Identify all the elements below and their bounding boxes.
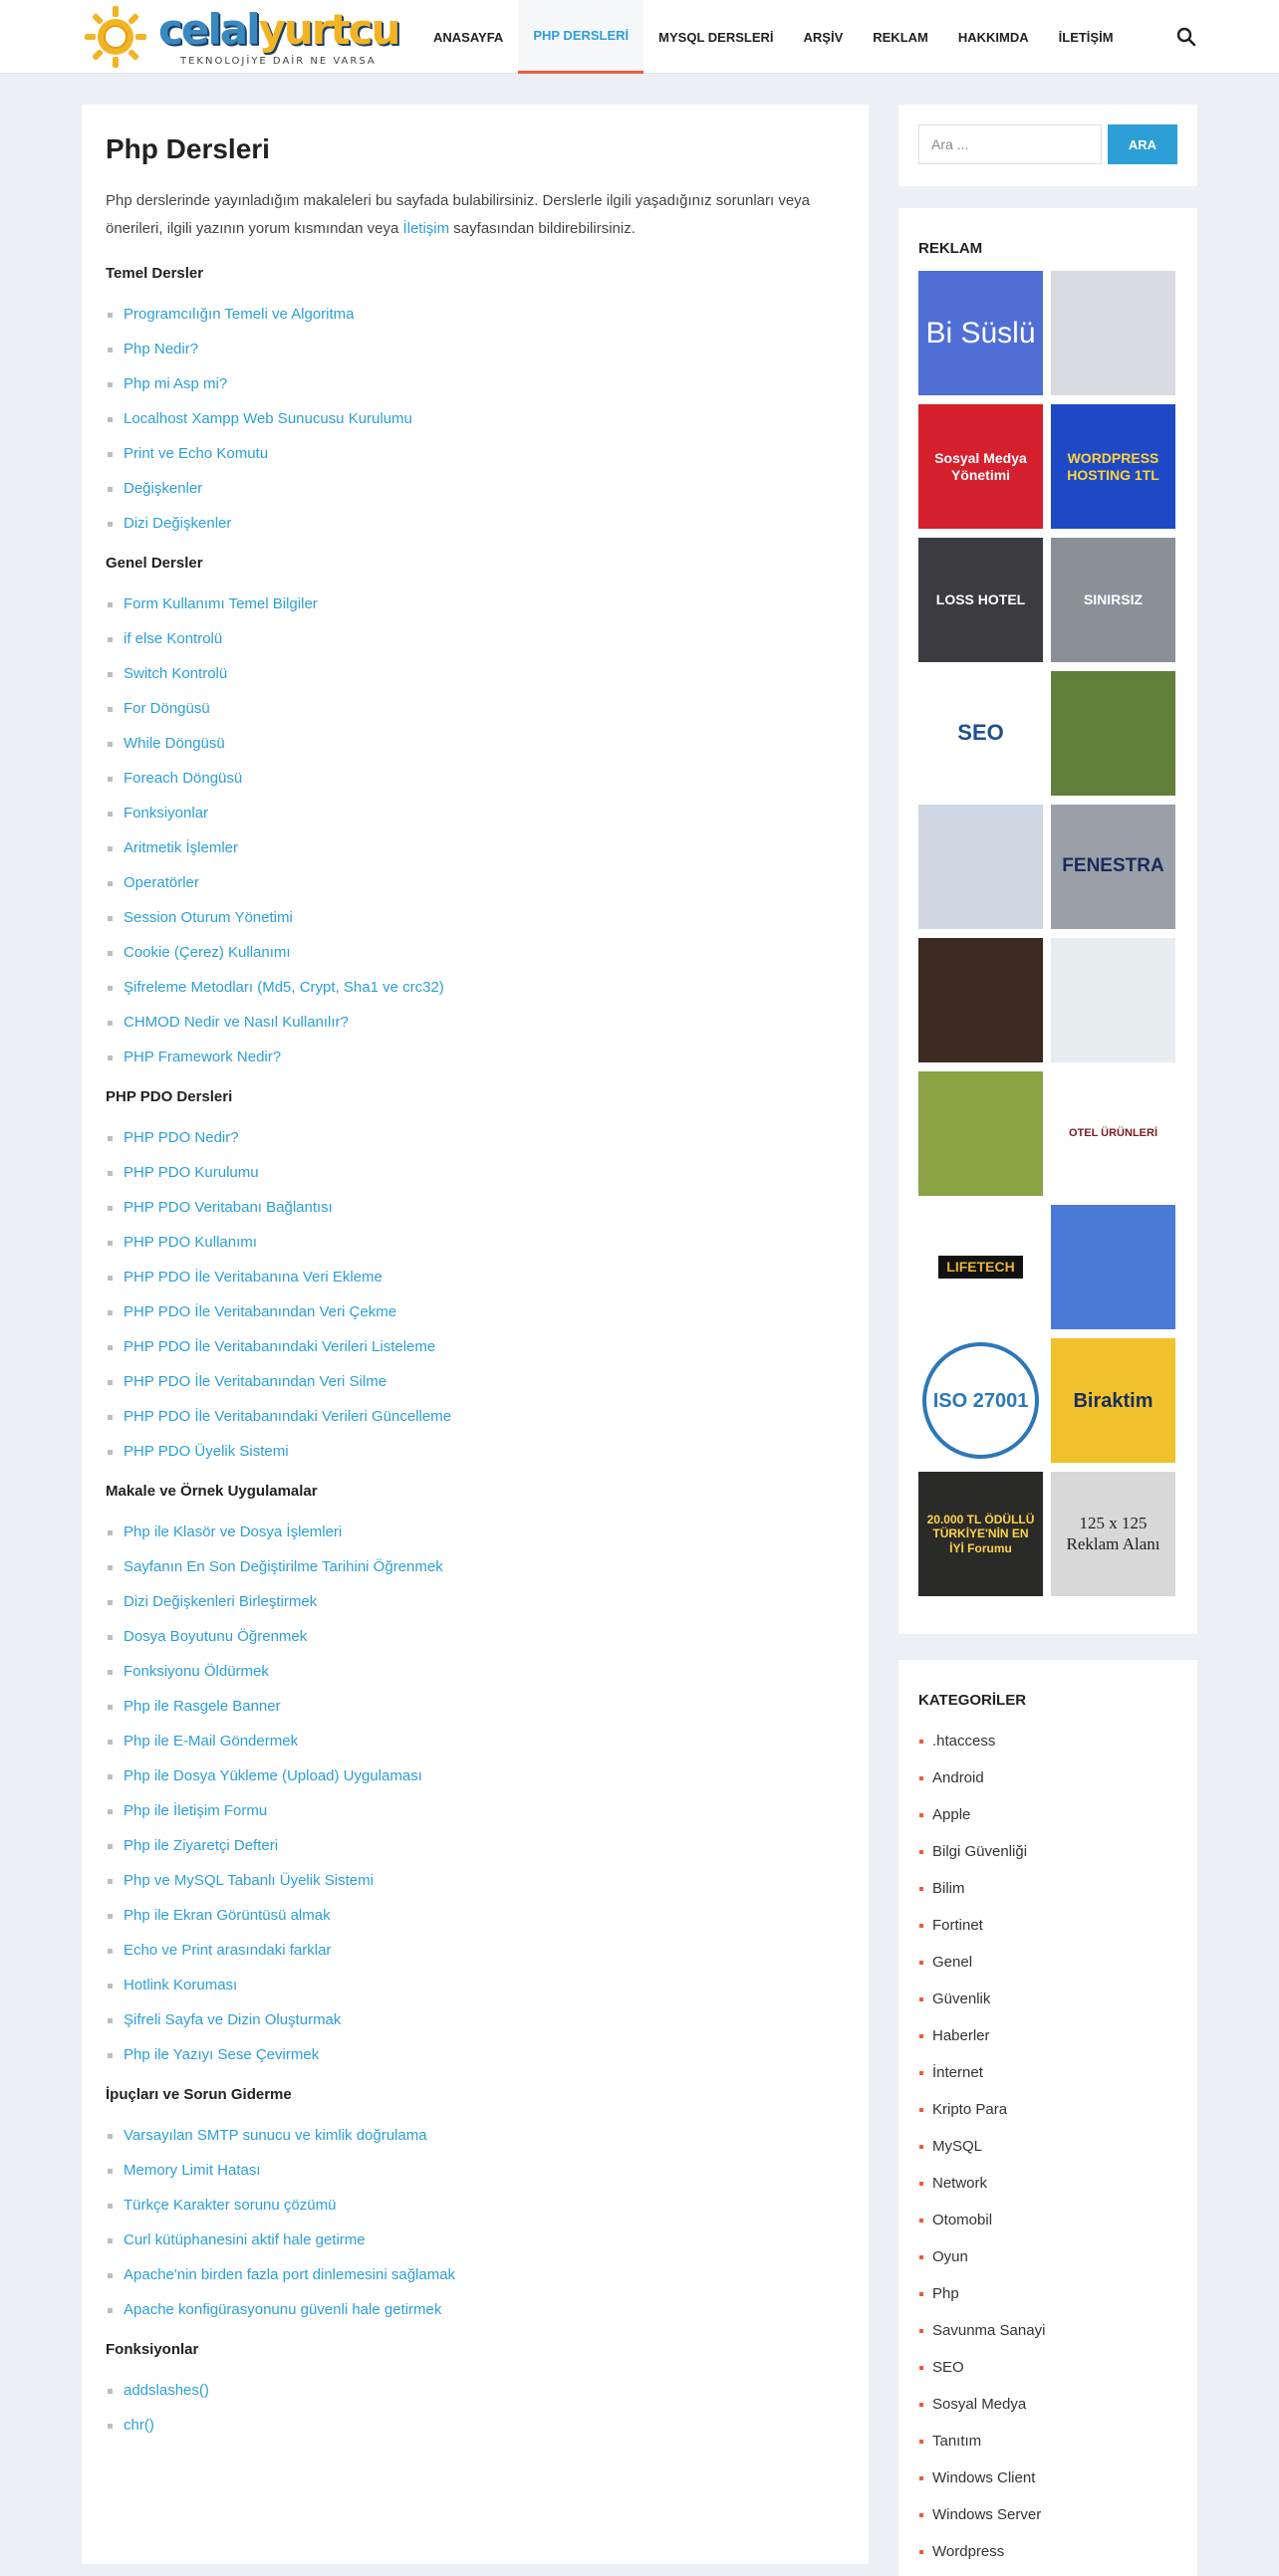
list-item [106, 656, 845, 691]
nav-anasayfa[interactable]: ANASAYFA [433, 29, 504, 45]
category-list [918, 1723, 1177, 2570]
ad-banner-marketing[interactable] [1051, 1205, 1175, 1329]
lesson-link[interactable]: Programcılığın Temeli ve Algoritma [124, 306, 355, 323]
lesson-link[interactable]: Fonksiyonu Öldürmek [124, 1663, 269, 1680]
iso-ring-shape [922, 1342, 1039, 1459]
list-item [106, 1584, 845, 1619]
ad-banner-text: SINIRSIZ [1083, 591, 1144, 608]
nav-reklam[interactable]: REKLAM [873, 29, 928, 45]
ad-banner-text: Sosyal Medya Yönetimi [934, 449, 1027, 483]
section-title: Genel Dersler [106, 555, 203, 572]
lesson-link[interactable]: Fonksiyonlar [124, 805, 209, 821]
list-item [106, 1689, 845, 1724]
list-item [106, 297, 845, 332]
lesson-link[interactable]: Şifreli Sayfa ve Dizin Oluşturmak [124, 2011, 342, 2028]
category-item[interactable]: İnternet [918, 2054, 1177, 2091]
list-item [106, 830, 845, 865]
lesson-link[interactable]: Aritmetik İşlemler [124, 839, 239, 856]
ad-banner-reklam-alani[interactable] [1051, 1472, 1175, 1596]
list-item [106, 761, 845, 796]
lesson-link[interactable]: Memory Limit Hatası [124, 2162, 261, 2179]
category-item[interactable]: Haberler [918, 2017, 1177, 2054]
category-item[interactable]: Windows Client [918, 2459, 1177, 2496]
list-item [106, 865, 845, 900]
lesson-link[interactable]: PHP PDO Kurulumu [124, 1164, 259, 1181]
lesson-link[interactable]: Php ile Rasgele Banner [124, 1698, 281, 1715]
lesson-link[interactable]: PHP PDO İle Veritabanından Veri Silme [124, 1373, 387, 1390]
lesson-link[interactable]: Localhost Xampp Web Sunucusu Kurulumu [124, 410, 412, 427]
category-item[interactable]: Genel [918, 1944, 1177, 1981]
section-link-list [106, 1120, 845, 1469]
ad-banner-text [1108, 728, 1120, 740]
ad-banner-text [1108, 1262, 1120, 1274]
iletisim-link[interactable]: İletişim [402, 220, 450, 237]
lesson-link[interactable]: Curl kütüphanesini aktif hale getirme [124, 2231, 366, 2248]
lesson-link[interactable]: Dizi Değişkenler [124, 515, 232, 532]
list-item [106, 586, 845, 621]
lesson-link[interactable]: Print ve Echo Komutu [124, 445, 269, 462]
ads-title: REKLAM [918, 240, 983, 257]
list-item [106, 1005, 845, 1040]
lesson-sections [106, 265, 845, 2443]
ad-banner-text: ISO 27001 [932, 1389, 1029, 1412]
category-item[interactable]: MySQL [918, 2128, 1177, 2165]
page-title: Php Dersleri [106, 133, 270, 164]
category-item[interactable]: Apple [918, 1796, 1177, 1833]
lesson-link[interactable]: PHP PDO Veritabanı Bağlantısı [124, 1199, 333, 1216]
ad-banner-text [1108, 995, 1120, 1007]
list-item [106, 726, 845, 761]
sidebar-search-button[interactable]: ARA [1108, 124, 1177, 164]
list-item [106, 2002, 845, 2037]
lesson-link[interactable]: Operatörler [124, 874, 199, 891]
ad-banner-bisuslu[interactable] [918, 271, 1043, 395]
list-item [106, 332, 845, 366]
lesson-link[interactable]: Php ile Klasör ve Dosya İşlemleri [124, 1523, 343, 1540]
ad-banner-text [975, 1128, 987, 1140]
list-item [106, 1619, 845, 1654]
list-item [106, 1190, 845, 1225]
category-item[interactable]: Sosyal Medya [918, 2386, 1177, 2423]
lesson-link[interactable]: Dosya Boyutunu Öğrenmek [124, 1628, 308, 1645]
category-item[interactable]: Kripto Para [918, 2091, 1177, 2128]
section-title: Makale ve Örnek Uygulamalar [106, 1483, 318, 1500]
nav-mysql-dersleri[interactable]: MYSQL DERSLERİ [658, 29, 774, 45]
lesson-link[interactable]: For Döngüsü [124, 700, 210, 717]
list-item [106, 401, 845, 436]
list-item [106, 1364, 845, 1399]
ad-banner-salt[interactable] [1051, 938, 1175, 1062]
sidebar-categories-widget [898, 1660, 1197, 2576]
list-item [106, 2223, 845, 2257]
list-item [106, 1515, 845, 1549]
ad-banner-biraktim[interactable] [1051, 1338, 1175, 1463]
list-item [106, 2037, 845, 2072]
ad-banner-text: 20.000 TL ÖDÜLLÜ TÜRKİYE'NİN EN İYİ Forumu [926, 1512, 1035, 1555]
category-item[interactable]: Php [918, 2275, 1177, 2312]
list-item [106, 1399, 845, 1434]
category-item[interactable]: Windows Server [918, 2496, 1177, 2533]
category-item[interactable]: Android [918, 1759, 1177, 1796]
nav-iletisim[interactable]: İLETİŞİM [1058, 29, 1114, 45]
lesson-link[interactable]: addslashes() [124, 2382, 209, 2399]
list-item [106, 471, 845, 506]
lesson-link[interactable]: Türkçe Karakter sorunu çözümü [124, 2197, 337, 2214]
list-item [106, 436, 845, 471]
list-item [106, 2118, 845, 2153]
section-title: PHP PDO Dersleri [106, 1088, 233, 1105]
list-item [106, 1120, 845, 1155]
lesson-link[interactable]: Echo ve Print arasındaki farklar [124, 1942, 332, 1959]
lesson-link[interactable]: Cookie (Çerez) Kullanımı [124, 944, 291, 961]
sun-logo-icon [85, 6, 146, 68]
lesson-link[interactable]: Apache konfigürasyonunu güvenli hale getirmek [124, 2301, 442, 2318]
list-item [106, 1294, 845, 1329]
lesson-link[interactable]: Apache'nin birden fazla port dinlemesini sağlamak [124, 2266, 456, 2283]
section-title: Temel Dersler [106, 265, 204, 282]
ad-banner-text [975, 861, 987, 873]
intro-text [106, 187, 845, 243]
lesson-link[interactable]: chr() [124, 2417, 154, 2434]
lesson-link[interactable]: Switch Kontrolü [124, 665, 228, 682]
category-item[interactable]: .htaccess [918, 1723, 1177, 1759]
ad-banner-text: FENESTRA [1062, 855, 1164, 877]
ad-banner-text: 125 x 125 Reklam Alanı [1066, 1514, 1160, 1553]
lesson-link[interactable]: While Döngüsü [124, 735, 225, 752]
list-item [106, 796, 845, 830]
list-item [106, 2188, 845, 2223]
category-item[interactable]: Savunma Sanayi [918, 2312, 1177, 2349]
ad-grid [918, 271, 1177, 1596]
category-item[interactable]: Network [918, 2165, 1177, 2202]
list-item [106, 1654, 845, 1689]
lesson-link[interactable]: Değişkenler [124, 480, 203, 497]
list-item [106, 366, 845, 401]
ad-banner-fenestra[interactable] [1051, 805, 1175, 929]
intro-part2: sayfasından bildirebilirsiniz. [449, 220, 636, 237]
section-link-list [106, 586, 845, 1074]
main-content [82, 105, 869, 2564]
list-item [106, 621, 845, 656]
ad-banner-text [1108, 328, 1120, 340]
ad-banner-sosyal-medya[interactable] [918, 404, 1043, 529]
list-item [106, 1724, 845, 1758]
lesson-link[interactable]: PHP PDO İle Veritabanından Veri Çekme [124, 1303, 397, 1320]
lesson-link[interactable]: PHP PDO Üyelik Sistemi [124, 1443, 289, 1460]
lesson-link[interactable]: Php ile Dosya Yükleme (Upload) Uygulaması [124, 1767, 422, 1784]
category-item[interactable]: SEO [918, 2349, 1177, 2386]
category-item[interactable]: Wordpress [918, 2533, 1177, 2570]
ad-banner-text: OTEL ÜRÜNLERİ [1068, 1126, 1158, 1139]
list-item [106, 1225, 845, 1260]
list-item [106, 2292, 845, 2327]
categories-title: KATEGORİLER [918, 1692, 1027, 1709]
list-item [106, 2257, 845, 2292]
ad-banner-text: WORDPRESS HOSTING 1TL [1067, 449, 1159, 483]
search-icon[interactable] [1175, 26, 1197, 48]
ad-banner-iso[interactable] [918, 1338, 1043, 1463]
lesson-link[interactable]: Php ve MySQL Tabanlı Üyelik Sistemi [124, 1872, 374, 1889]
list-item [106, 1898, 845, 1933]
list-item [106, 1329, 845, 1364]
lesson-link[interactable]: Php ile Ziyaretçi Defteri [124, 1837, 279, 1854]
list-item [106, 691, 845, 726]
section-title: İpuçları ve Sorun Giderme [106, 2086, 292, 2103]
lesson-link[interactable]: PHP PDO İle Veritabanına Veri Ekleme [124, 1269, 383, 1286]
ad-banner-usb[interactable] [1051, 271, 1175, 395]
category-item[interactable]: Bilgi Güvenliği [918, 1833, 1177, 1870]
list-item [106, 2373, 845, 2408]
lesson-link[interactable]: PHP PDO Kullanımı [124, 1234, 257, 1251]
ad-banner-text: LOSS HOTEL [935, 591, 1026, 608]
lesson-link[interactable]: Varsayılan SMTP sunucu ve kimlik doğrulama [124, 2127, 427, 2144]
lesson-link[interactable]: Sayfanın En Son Değiştirilme Tarihini Öğrenmek [124, 1558, 443, 1575]
logo-tagline: TEKNOLOJİYE DAİR NE VARSA [180, 56, 377, 67]
logo-text-a: celal [158, 5, 259, 54]
category-item[interactable]: Fortinet [918, 1907, 1177, 1944]
lesson-link[interactable]: Php mi Asp mi? [124, 375, 228, 392]
list-item [106, 1863, 845, 1898]
list-item [106, 506, 845, 541]
ad-banner-wordpress-hosting[interactable] [1051, 404, 1175, 529]
ad-banner-spa-orchid[interactable] [1051, 671, 1175, 796]
lesson-link[interactable]: Dizi Değişkenleri Birleştirmek [124, 1593, 318, 1610]
list-item [106, 1434, 845, 1469]
ad-banner-computer[interactable] [918, 805, 1043, 929]
section-title: Fonksiyonlar [106, 2341, 199, 2358]
lesson-link[interactable]: Session Oturum Yönetimi [124, 909, 293, 926]
section-link-list [106, 1515, 845, 2072]
ad-banner-sinirsiz[interactable] [1051, 538, 1175, 662]
category-item[interactable]: Otomobil [918, 2202, 1177, 2238]
nav-hakkimda[interactable]: HAKKIMDA [957, 29, 1029, 45]
category-item[interactable]: Tanıtım [918, 2423, 1177, 2459]
nav-php-dersleri[interactable]: PHP DERSLERİ [518, 0, 643, 74]
section-link-list [106, 297, 845, 541]
lesson-link[interactable]: CHMOD Nedir ve Nasıl Kullanılır? [124, 1014, 349, 1031]
lesson-link[interactable]: Form Kullanımı Temel Bilgiler [124, 595, 318, 612]
list-item [106, 1758, 845, 1793]
ad-banner-loss-hotel[interactable] [918, 538, 1043, 662]
ad-banner-text [975, 995, 987, 1007]
lesson-link[interactable]: PHP PDO İle Veritabanındaki Verileri Listeleme [124, 1338, 436, 1355]
main-nav [418, 0, 1129, 74]
logo-wordmark [158, 4, 398, 56]
site-logo[interactable] [85, 4, 399, 70]
ad-banner-seo[interactable] [918, 671, 1043, 796]
list-item [106, 1040, 845, 1074]
lesson-link[interactable]: PHP PDO Nedir? [124, 1129, 239, 1146]
ad-banner-candle[interactable] [918, 938, 1043, 1062]
list-item [106, 2408, 845, 2443]
lesson-link[interactable]: PHP PDO İle Veritabanındaki Verileri Güncelleme [124, 1408, 452, 1425]
list-item [106, 1793, 845, 1828]
ad-banner-text: Biraktim [1073, 1389, 1153, 1412]
section-link-list [106, 2118, 845, 2327]
list-item [106, 1968, 845, 2002]
list-item [106, 970, 845, 1005]
sidebar-ads-widget [898, 208, 1197, 1634]
list-item [106, 935, 845, 970]
category-item[interactable]: Bilim [918, 1870, 1177, 1907]
ad-banner-lifetech[interactable] [918, 1205, 1043, 1329]
category-item[interactable]: Güvenlik [918, 1981, 1177, 2017]
ad-banner-otel-urunleri[interactable] [1051, 1071, 1175, 1196]
list-item [106, 900, 845, 935]
intro-part1: Php derslerinde yayınladığım makaleleri bu sayfada bulabilirsiniz. Derslerle ilgili yaşadığınız sorunları veya önerileri, ilgili yazının yorum kısmından veya [106, 192, 811, 237]
category-item[interactable]: Oyun [918, 2238, 1177, 2275]
ad-banner-orchid-stones[interactable] [918, 1071, 1043, 1196]
site-header [0, 0, 1279, 74]
ad-banner-text: Bi Süslü [925, 316, 1036, 350]
lesson-link[interactable]: Php ile E-Mail Göndermek [124, 1733, 299, 1750]
ad-banner-text: SEO [957, 720, 1004, 746]
ad-banner-forum[interactable] [918, 1472, 1043, 1596]
lesson-link[interactable]: Php ile İletişim Formu [124, 1802, 268, 1819]
nav-arsiv[interactable]: ARŞİV [803, 29, 844, 45]
list-item [106, 2153, 845, 2188]
section-link-list [106, 2373, 845, 2443]
list-item [106, 1155, 845, 1190]
lesson-link[interactable]: Php ile Yazıyı Sese Çevirmek [124, 2046, 320, 2063]
list-item [106, 1828, 845, 1863]
list-item [106, 1549, 845, 1584]
list-item [106, 1260, 845, 1294]
lesson-link[interactable]: Foreach Döngüsü [124, 770, 243, 787]
lesson-link[interactable]: Php ile Ekran Görüntüsü almak [124, 1907, 331, 1924]
lesson-link[interactable]: PHP Framework Nedir? [124, 1049, 282, 1065]
sidebar-search-widget [898, 105, 1197, 186]
list-item [106, 1933, 845, 1968]
lesson-link[interactable]: Hotlink Koruması [124, 1977, 238, 1993]
lesson-link[interactable]: if else Kontrolü [124, 630, 223, 647]
lesson-link[interactable]: Php Nedir? [124, 341, 199, 357]
ad-banner-text: LIFETECH [938, 1256, 1022, 1279]
sidebar-search-input[interactable]: Ara ... [918, 124, 1102, 164]
logo-text-b: yurtcu [258, 5, 399, 54]
lesson-link[interactable]: Şifreleme Metodları (Md5, Crypt, Sha1 ve crc32) [124, 979, 444, 996]
